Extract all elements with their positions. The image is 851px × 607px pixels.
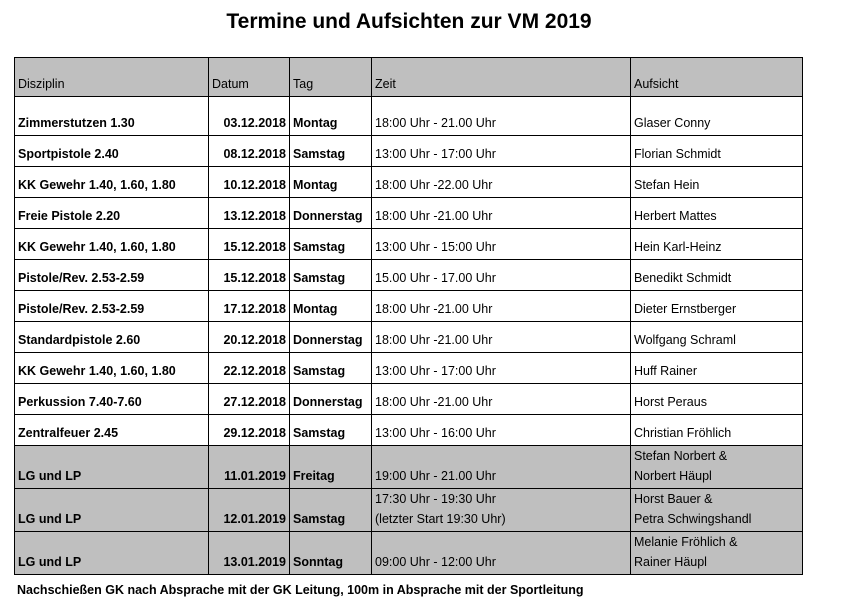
supervisor-line: Stefan Norbert & xyxy=(634,449,728,463)
table-row xyxy=(15,136,803,167)
cell-day: Montag xyxy=(290,97,372,136)
cell-date: 13.12.2018 xyxy=(209,198,290,229)
cell-supervisor: Horst Peraus xyxy=(631,384,803,415)
cell-time: 13:00 Uhr - 15:00 Uhr xyxy=(372,229,631,260)
cell-day: Freitag xyxy=(290,446,372,489)
cell-discipline: KK Gewehr 1.40, 1.60, 1.80 xyxy=(15,229,209,260)
schedule-table xyxy=(14,57,803,575)
cell-date: 08.12.2018 xyxy=(209,136,290,167)
cell-time: 18:00 Uhr -21.00 Uhr xyxy=(372,291,631,322)
cell-time: 18:00 Uhr -21.00 Uhr xyxy=(372,322,631,353)
cell-discipline: Standardpistole 2.60 xyxy=(15,322,209,353)
cell-discipline: LG und LP xyxy=(15,532,209,575)
table-row xyxy=(15,532,803,575)
cell-time: 13:00 Uhr - 17:00 Uhr xyxy=(372,136,631,167)
cell-day: Donnerstag xyxy=(290,384,372,415)
cell-supervisor: Benedikt Schmidt xyxy=(631,260,803,291)
cell-day: Samstag xyxy=(290,353,372,384)
header-supervisor: Aufsicht xyxy=(631,58,803,97)
cell-discipline: KK Gewehr 1.40, 1.60, 1.80 xyxy=(15,167,209,198)
cell-discipline: LG und LP xyxy=(15,489,209,532)
cell-day: Samstag xyxy=(290,260,372,291)
cell-time: 13:00 Uhr - 16:00 Uhr xyxy=(372,415,631,446)
cell-time: 15.00 Uhr - 17.00 Uhr xyxy=(372,260,631,291)
cell-supervisor: Florian Schmidt xyxy=(631,136,803,167)
cell-supervisor: Herbert Mattes xyxy=(631,198,803,229)
table-row xyxy=(15,353,803,384)
cell-time xyxy=(372,489,631,532)
cell-time: 18:00 Uhr -21.00 Uhr xyxy=(372,198,631,229)
cell-date: 17.12.2018 xyxy=(209,291,290,322)
cell-date: 22.12.2018 xyxy=(209,353,290,384)
cell-date: 10.12.2018 xyxy=(209,167,290,198)
cell-day: Donnerstag xyxy=(290,322,372,353)
supervisor-line: Norbert Häupl xyxy=(634,469,712,483)
cell-discipline: Pistole/Rev. 2.53-2.59 xyxy=(15,291,209,322)
cell-date: 27.12.2018 xyxy=(209,384,290,415)
cell-day: Samstag xyxy=(290,415,372,446)
cell-time: 09:00 Uhr - 12:00 Uhr xyxy=(372,532,631,575)
cell-supervisor xyxy=(631,489,803,532)
table-row xyxy=(15,384,803,415)
table-row xyxy=(15,167,803,198)
supervisor-line: Horst Bauer & xyxy=(634,492,713,506)
table-row xyxy=(15,322,803,353)
cell-date: 13.01.2019 xyxy=(209,532,290,575)
cell-time: 19:00 Uhr - 21.00 Uhr xyxy=(372,446,631,489)
cell-time: 18:00 Uhr - 21.00 Uhr xyxy=(372,97,631,136)
cell-date: 15.12.2018 xyxy=(209,229,290,260)
cell-supervisor: Glaser Conny xyxy=(631,97,803,136)
cell-supervisor: Wolfgang Schraml xyxy=(631,322,803,353)
cell-day: Sonntag xyxy=(290,532,372,575)
table-row xyxy=(15,415,803,446)
cell-discipline: Pistole/Rev. 2.53-2.59 xyxy=(15,260,209,291)
header-time: Zeit xyxy=(372,58,631,97)
page-title: Termine und Aufsichten zur VM 2019 xyxy=(226,10,592,33)
cell-discipline: Zimmerstutzen 1.30 xyxy=(15,97,209,136)
cell-date: 15.12.2018 xyxy=(209,260,290,291)
supervisor-line: Melanie Fröhlich & xyxy=(634,535,738,549)
cell-discipline: Zentralfeuer 2.45 xyxy=(15,415,209,446)
header-date: Datum xyxy=(209,58,290,97)
cell-time: 13:00 Uhr - 17:00 Uhr xyxy=(372,353,631,384)
time-line: (letzter Start 19:30 Uhr) xyxy=(375,512,506,526)
cell-discipline: KK Gewehr 1.40, 1.60, 1.80 xyxy=(15,353,209,384)
header-day: Tag xyxy=(290,58,372,97)
cell-day: Montag xyxy=(290,167,372,198)
cell-day: Montag xyxy=(290,291,372,322)
cell-day: Samstag xyxy=(290,229,372,260)
footer-note: Nachschießen GK nach Absprache mit der GK Leitung, 100m in Absprache mit der Sportleitung xyxy=(17,583,584,597)
cell-supervisor xyxy=(631,446,803,489)
cell-date: 03.12.2018 xyxy=(209,97,290,136)
cell-discipline: Freie Pistole 2.20 xyxy=(15,198,209,229)
cell-date: 20.12.2018 xyxy=(209,322,290,353)
cell-supervisor: Christian Fröhlich xyxy=(631,415,803,446)
table-header-row xyxy=(15,58,803,97)
supervisor-line: Rainer Häupl xyxy=(634,555,707,569)
cell-supervisor: Dieter Ernstberger xyxy=(631,291,803,322)
cell-day: Samstag xyxy=(290,489,372,532)
table-row xyxy=(15,291,803,322)
cell-supervisor: Huff Rainer xyxy=(631,353,803,384)
table-row xyxy=(15,229,803,260)
cell-discipline: LG und LP xyxy=(15,446,209,489)
header-discipline: Disziplin xyxy=(15,58,209,97)
cell-day: Samstag xyxy=(290,136,372,167)
cell-discipline: Sportpistole 2.40 xyxy=(15,136,209,167)
supervisor-line: Petra Schwingshandl xyxy=(634,512,752,526)
cell-supervisor xyxy=(631,532,803,575)
cell-discipline: Perkussion 7.40-7.60 xyxy=(15,384,209,415)
table-row xyxy=(15,446,803,489)
cell-date: 29.12.2018 xyxy=(209,415,290,446)
cell-date: 12.01.2019 xyxy=(209,489,290,532)
cell-day: Donnerstag xyxy=(290,198,372,229)
cell-time: 18:00 Uhr -22.00 Uhr xyxy=(372,167,631,198)
table-row xyxy=(15,198,803,229)
table-row xyxy=(15,97,803,136)
cell-time: 18:00 Uhr -21.00 Uhr xyxy=(372,384,631,415)
table-row xyxy=(15,260,803,291)
cell-date: 11.01.2019 xyxy=(209,446,290,489)
table-row xyxy=(15,489,803,532)
cell-supervisor: Hein Karl-Heinz xyxy=(631,229,803,260)
cell-supervisor: Stefan Hein xyxy=(631,167,803,198)
time-line: 17:30 Uhr - 19:30 Uhr xyxy=(375,492,496,506)
